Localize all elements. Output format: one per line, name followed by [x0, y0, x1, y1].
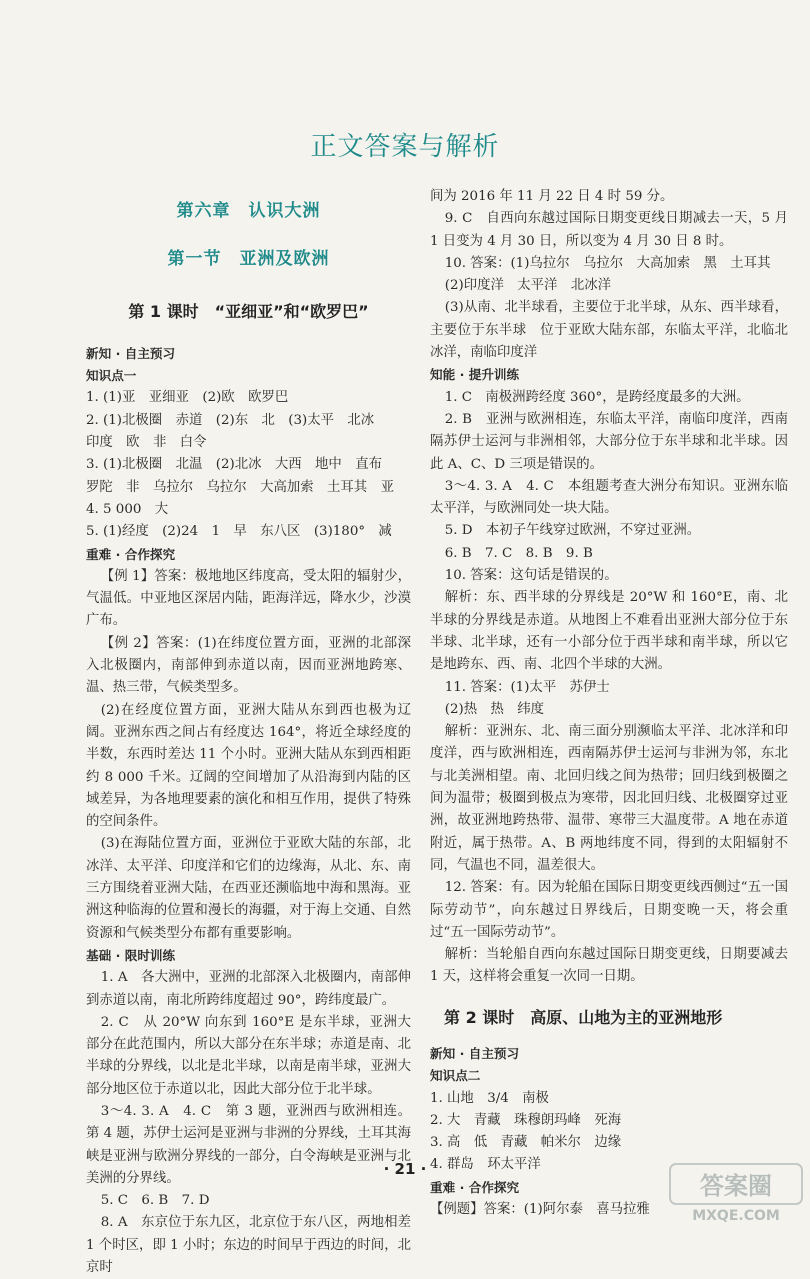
answer-line: 知识点二 [430, 1068, 481, 1084]
right-column [430, 186, 788, 1221]
answer-line: 解析：当轮船自西向东越过国际日期变更线，日期要减去 1 天，这样将会重复一次同一日期。 [430, 947, 788, 985]
answer-line: 知识点一 [86, 368, 137, 384]
answer-line: 10. 答案：这句话是错误的。 [444, 568, 618, 584]
answer-line: 新知 · 自主预习 [430, 1045, 520, 1061]
watermark-url: MXQE.COM [692, 1208, 780, 1224]
answer-line: 2. (1)北极圈 赤道 (2)东 北 (3)太平 北冰 [86, 412, 375, 428]
lesson-heading-2: 第 2 课时 高原、山地为主的亚洲地形 [444, 1007, 723, 1027]
answer-line: 4. 群岛 环太平洋 [430, 1157, 541, 1173]
answer-line: (2)热 热 纬度 [444, 701, 545, 717]
lesson-heading: 第 1 课时 “亚细亚”和“欧罗巴” [128, 301, 369, 321]
answer-line: 知能 · 提升训练 [430, 367, 520, 383]
answer-line: 【例 2】答案：(1)在纬度位置方面，亚洲的北部深入北极圈内，南部伸到赤道以南，因而亚洲地跨寒、温、热三带，气候类型多。 [86, 635, 411, 696]
answer-line: 印度 欧 非 白令 [86, 435, 207, 451]
left-column [86, 190, 411, 1279]
answer-line: 【例题】答案：(1)阿尔泰 喜马拉雅 [430, 1202, 650, 1218]
answer-line: 基础 · 限时训练 [86, 947, 176, 963]
answer-line: 9. C 自西向东越过国际日期变更线日期减去一天，5 月 1 日变为 4 月 30 日，所以变为 4 月 30 日 8 时。 [430, 211, 788, 249]
answer-line: 6. B 7. C 8. B 9. B [444, 545, 593, 561]
answer-line: 重难 · 合作探究 [430, 1179, 520, 1195]
answer-line: 3～4. 3. A 4. C 第 3 题，亚洲西与欧洲相连。第 4 题，苏伊士运河是亚洲与非洲的分界线，土耳其海峡是亚洲与欧洲分界线的一部分，白令海峡是亚洲与北美洲的分界线。 [86, 1103, 412, 1186]
answer-line: 【例 1】答案：极地地区纬度高，受太阳的辐射少，气温低。中亚地区深居内陆，距海洋远，降水少，沙漠广布。 [86, 568, 411, 629]
page-number: · 21 · [383, 1160, 427, 1178]
section-heading: 第一节 亚洲及欧洲 [167, 249, 330, 270]
answer-line: 2. 大 青藏 珠穆朗玛峰 死海 [430, 1112, 622, 1128]
answer-line: 3. (1)北极圈 北温 (2)北冰 大西 地中 直布 [86, 457, 382, 473]
answer-line: 5. (1)经度 (2)24 1 早 东八区 (3)180° 减 [86, 524, 392, 540]
answer-line: 11. 答案：(1)太平 苏伊士 [444, 679, 610, 695]
left-answer-list [86, 343, 411, 1279]
answer-line: 1. 山地 3/4 南极 [430, 1090, 549, 1106]
answer-line: 解析：东、西半球的分界线是 20°W 和 160°E，南、北半球的分界线是赤道。从地图上不难看出亚洲大部分位于东半球、北半球，还有一小部分位于西半球和南半球，所以它是地跨东、西、南、北四个半球的大洲。 [430, 590, 788, 673]
answer-line: 2. C 从 20°W 向东到 160°E 是东半球，亚洲大部分在此范围内，所以大部分在东半球；赤道是南、北半球的分界线，以北是北半球，以南是南半球，亚洲大部分地区位于赤道以北，因此大部分位于北半球。 [86, 1014, 411, 1097]
answer-line: 解析：亚洲东、北、南三面分别濒临太平洋、北冰洋和印度洋，西与欧洲相连，西南隔苏伊士运河与非洲为邻，东北与北美洲相望。南、北回归线之间为热带；回归线到极圈之间为温带；极圈到极点为寒带，因北回归线、北极圈穿过亚洲，故亚洲地跨热带、温带、寒带三大温度带。A 地在赤道附近，属于热带。A、B 两地纬度不同，得到的太阳辐射不同，气温也不同，温差很大。 [430, 724, 788, 873]
answer-line: 4. 5 000 大 [86, 501, 169, 517]
answer-line: 罗陀 非 乌拉尔 乌拉尔 大高加索 土耳其 亚 [86, 479, 394, 495]
answer-line: 3. 高 低 青藏 帕米尔 边缘 [430, 1135, 622, 1151]
answer-line: 1. C 南极洲跨经度 360°，是跨经度最多的大洲。 [444, 389, 750, 405]
right-answer-list [430, 186, 788, 989]
watermark-logo [668, 1162, 804, 1224]
answer-line: (2)在经度位置方面，亚洲大陆从东到西也极为辽阔。亚洲东西之间占有经度达 164°，将近全球经度的半数，东西时差达 11 个小时。亚洲大陆从东到西相距约 8 000 千米。辽阔的空间增加了从沿海到内陆的区域差异，为各地理要素的演化和相互作用，提供了特殊的空间条件。 [86, 702, 411, 830]
watermark-text: 答案圈 [700, 1172, 772, 1200]
answer-line: 5. C 6. B 7. D [100, 1193, 210, 1209]
answer-line: (3)在海陆位置方面，亚洲位于亚欧大陆的东部，北冰洋、太平洋、印度洋和它们的边缘海，从北、东、南三方围绕着亚洲大陆，在西亚还濒临地中海和黑海。亚洲这种临海的位置和漫长的海疆，对于海上交通、自然资源和气候类型分布都有重要影响。 [86, 836, 411, 941]
answer-line: 10. 答案：(1)乌拉尔 乌拉尔 大高加索 黑 土耳其 [444, 255, 771, 271]
answer-line: (2)印度洋 太平洋 北冰洋 [444, 278, 611, 294]
answer-line: 间为 2016 年 11 月 22 日 4 时 59 分。 [430, 189, 674, 204]
answer-line: 2. B 亚洲与欧洲相连，东临太平洋，南临印度洋，西南隔苏伊士运河与非洲相邻，大部分位于东半球和北半球。因此 A、C、D 三项是错误的。 [430, 411, 788, 472]
page-title: 正文答案与解析 [310, 132, 500, 162]
answer-line: (3)从南、北半球看，主要位于北半球，从东、西半球看，主要位于东半球 位于亚欧大陆东部，东临太平洋，北临北冰洋，南临印度洋 [430, 300, 788, 361]
answer-line: 12. 答案：有。因为轮船在国际日期变更线西侧过“五一国际劳动节”，向东越过日界线后，日期变晚一天，将会重过“五一国际劳动节”。 [430, 880, 788, 940]
chapter-heading: 第六章 认识大洲 [176, 201, 321, 221]
answer-line: 新知 · 自主预习 [86, 345, 176, 361]
answer-line: 5. D 本初子午线穿过欧洲，不穿过亚洲。 [444, 523, 701, 539]
answer-line: 3～4. 3. A 4. C 本组题考查大洲分布知识。亚洲东临太平洋，与欧洲同处一块大陆。 [430, 478, 788, 517]
answer-line: 重难 · 合作探究 [86, 546, 176, 562]
answer-line: 8. A 东京位于东九区，北京位于东八区，两地相差 1 个时区，即 1 小时；东边的时间早于西边的时间，北京时 [86, 1215, 411, 1276]
answer-line: 1. (1)亚 亚细亚 (2)欧 欧罗巴 [86, 390, 289, 406]
answer-line: 1. A 各大洲中，亚洲的北部深入北极圈内，南部伸到赤道以南，南北所跨纬度超过 90°，跨纬度最广。 [86, 970, 411, 1008]
